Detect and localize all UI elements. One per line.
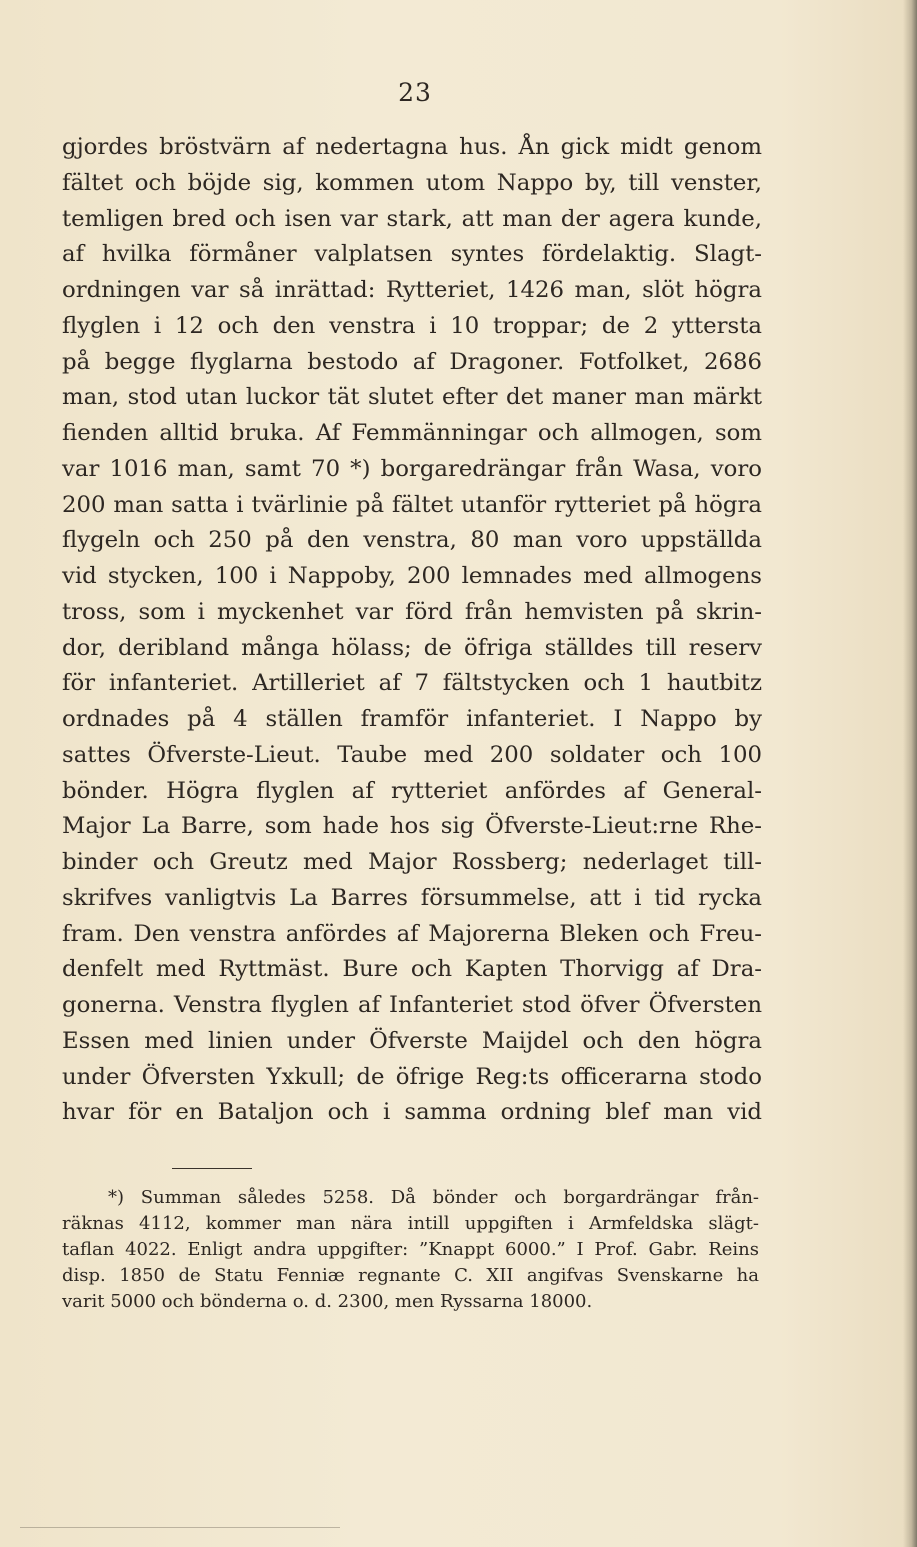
text-line: vid stycken, 100 i Nappoby, 200 lemnades med allmogens [62, 563, 762, 589]
text-line: under Öfversten Yxkull; de öfrige Reg:ts officerarna stodo [62, 1063, 762, 1090]
text-line: temligen bred och isen var stark, att man der agera kunde, [62, 205, 762, 232]
body-text [62, 130, 762, 1131]
text-line: för infanteriet. Artilleriet af 7 fältstycken och 1 hautbitz [62, 670, 762, 697]
text-line: fram. Den venstra anfördes af Majorerna Bleken och Freu- [62, 920, 762, 947]
text-line: binder och Greutz med Major Rossberg; nederlaget till- [62, 849, 762, 875]
footnote-line: *) Summan således 5258. Då bönder och borgardrängar från- [108, 1187, 759, 1208]
text-line: flyglen i 12 och den venstra i 10 troppar; de 2 yttersta [62, 312, 762, 339]
text-line: ordnades på 4 ställen framför infanteriet. I Nappo by [62, 706, 762, 732]
text-line: gjordes bröstvärn af nedertagna hus. Ån gick midt genom [62, 134, 762, 160]
text-line: tross, som i myckenhet var förd från hemvisten på skrin- [62, 598, 762, 625]
text-line: af hvilka förmåner valplatsen syntes fördelaktig. Slagt- [62, 241, 762, 268]
text-line: på begge flyglarna bestodo af Dragoner. Fotfolket, 2686 [62, 348, 762, 375]
footnote-line: taflan 4022. Enligt andra uppgifter: ”Knappt 6000.” I Prof. Gabr. Reins [62, 1239, 759, 1260]
page-number: 23 [398, 78, 432, 107]
text-line: Essen med linien under Öfverste Maijdel och den högra [62, 1027, 762, 1054]
text-line: hvar för en Bataljon och i samma ordning blef man vid [62, 1099, 762, 1126]
footnote [62, 1185, 759, 1315]
text-line: gonerna. Venstra flyglen af Infanteriet stod öfver Öfversten [62, 992, 762, 1018]
footnote-line: räknas 4112, kommer man nära intill uppgiften i Armfeldska slägt- [62, 1213, 759, 1234]
footnote-line: varit 5000 och bönderna o. d. 2300, men Ryssarna 18000. [62, 1291, 593, 1312]
text-line: fältet och böjde sig, kommen utom Nappo by, till venster, [62, 169, 762, 196]
scan-edge-mark [20, 1527, 340, 1528]
text-line: skrifves vanligtvis La Barres försummelse, att i tid rycka [62, 884, 762, 911]
text-line: bönder. Högra flyglen af rytteriet anfördes af General- [62, 777, 762, 804]
text-line: dor, deribland många hölass; de öfriga ställdes till reserv [62, 634, 762, 661]
text-line: flygeln och 250 på den venstra, 80 man voro uppställda [62, 527, 762, 554]
page-edge-shadow [903, 0, 917, 1547]
text-line: fienden alltid bruka. Af Femmänningar och allmogen, som [62, 420, 762, 446]
footnote-line: disp. 1850 de Statu Fenniæ regnante C. XII angifvas Svenskarne ha [62, 1265, 759, 1286]
text-line: man, stod utan luckor tät slutet efter det maner man märkt [62, 384, 762, 411]
text-line: var 1016 man, samt 70 *) borgaredrängar från Wasa, voro [62, 455, 762, 482]
footnote-divider [172, 1168, 252, 1169]
text-line: sattes Öfverste-Lieut. Taube med 200 soldater och 100 [62, 741, 762, 768]
text-line: denfelt med Ryttmäst. Bure och Kapten Thorvigg af Dra- [62, 956, 762, 983]
text-line: 200 man satta i tvärlinie på fältet utanför rytteriet på högra [62, 491, 762, 518]
text-line: Major La Barre, som hade hos sig Öfverste-Lieut:rne Rhe- [62, 813, 762, 840]
text-line: ordningen var så inrättad: Rytteriet, 1426 man, slöt högra [62, 277, 762, 303]
